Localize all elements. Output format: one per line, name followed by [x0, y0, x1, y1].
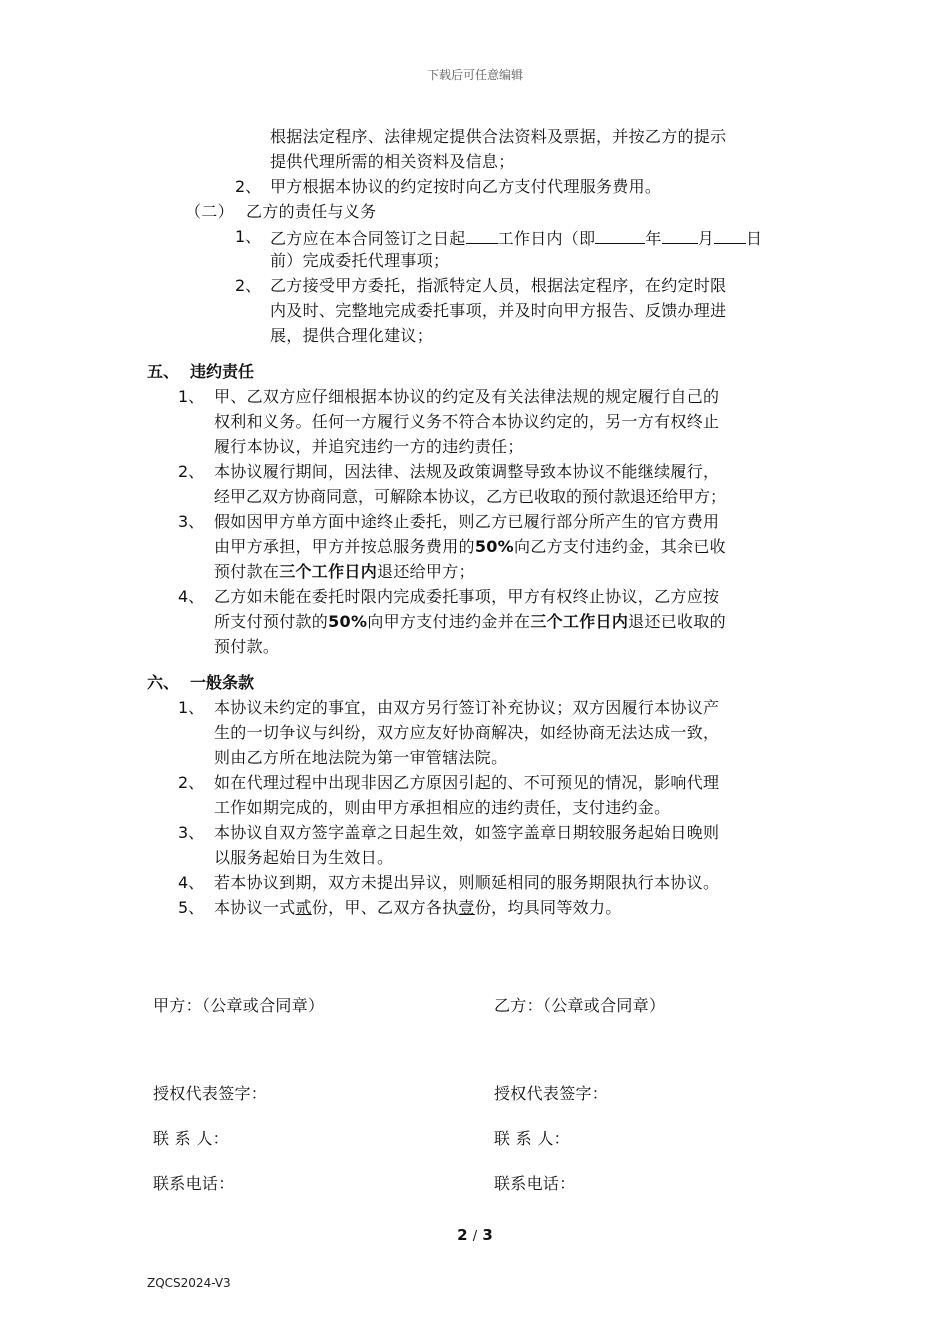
paragraph-line: 经甲乙双方协商同意，可解除本协议，乙方已收取的预付款退还给甲方； [214, 487, 727, 506]
emphasis-text: 50% [328, 612, 368, 631]
paragraph-line [214, 612, 726, 632]
paragraph-line: 则由乙方所在地法院为第一审管辖法院。 [214, 748, 508, 767]
section-number: 五、 [147, 362, 180, 381]
text-run: 年 [645, 229, 662, 248]
text-run: 份，甲、乙双方各执 [311, 898, 459, 917]
underlined-text: 壹 [458, 898, 475, 917]
fill-blank [466, 227, 498, 244]
paragraph-line: 内及时、完整地完成委托事项，并及时向甲方报告、反馈办理进 [270, 301, 727, 320]
text-run: 乙方应在本合同签订之日起 [270, 229, 466, 248]
list-number: 3、 [178, 823, 205, 842]
text-run: 工作日内（即 [497, 229, 596, 248]
text-run: 所支付预付款的 [214, 612, 329, 631]
text-run: 向乙方支付违约金，其余已收 [514, 537, 726, 556]
paragraph-line: 提供代理所需的相关资料及信息； [270, 152, 515, 171]
paragraph-line: 本协议未约定的事宜，由双方另行签订补充协议；双方因履行本协议产 [214, 698, 720, 717]
party-a-seal-label: 甲方：（公章或合同章） [153, 996, 325, 1015]
list-number: 4、 [178, 873, 205, 892]
list-number: 2、 [178, 462, 205, 481]
text-run: 本协议一式 [214, 898, 296, 917]
paragraph-line: 前）完成委托代理事项； [270, 251, 450, 270]
list-number: 1、 [178, 387, 205, 406]
text-run: 由甲方承担，甲方并按总服务费用的 [214, 537, 475, 556]
document-code: ZQCS2024-V3 [147, 1276, 231, 1290]
list-number: 2、 [178, 773, 205, 792]
list-number: 2、 [235, 177, 262, 196]
party-b-phone-label: 联系电话： [494, 1174, 576, 1193]
subsection-title: 乙方的责任与义务 [246, 202, 377, 221]
paragraph-line: 乙方接受甲方委托，指派特定人员，根据法定程序，在约定时限 [270, 276, 727, 295]
fill-blank [714, 227, 746, 244]
paragraph-line: 以服务起始日为生效日。 [214, 848, 394, 867]
paragraph-line: 若本协议到期，双方未提出异议，则顺延相同的服务期限执行本协议。 [214, 873, 720, 892]
text-run: 退还给甲方； [377, 562, 475, 581]
party-b-seal-label: 乙方：（公章或合同章） [494, 996, 666, 1015]
emphasis-text: 三个工作日内 [530, 612, 629, 631]
paragraph-line: 履行本协议，并追究违约一方的违约责任； [214, 437, 524, 456]
text-run: 退还已收取的 [628, 612, 726, 631]
paragraph-line: 乙方如未能在委托时限内完成委托事项，甲方有权终止协议，乙方应按 [214, 587, 720, 606]
section-title: 违约责任 [190, 362, 255, 381]
paragraph-line: 展，提供合理化建议； [270, 326, 434, 345]
paragraph-line: 权利和义务。任何一方履行义务不符合本协议约定的，另一方有权终止 [214, 412, 720, 431]
text-run: 预付款在 [214, 562, 280, 581]
party-a-phone-label: 联系电话： [153, 1174, 235, 1193]
text-run: 日 [746, 229, 763, 248]
subsection-number: （二） [185, 202, 234, 221]
paragraph-line: 根据法定程序、法律规定提供合法资料及票据，并按乙方的提示 [270, 127, 727, 146]
party-a-contact-label: 联 系 人： [153, 1129, 229, 1148]
list-number: 5、 [178, 898, 205, 917]
paragraph-line [270, 227, 762, 249]
text-run: 向甲方支付违约金并在 [367, 612, 531, 631]
paragraph-line: 工作如期完成的，则由甲方承担相应的违约责任，支付违约金。 [214, 798, 671, 817]
page-current: 2 [457, 1226, 468, 1244]
party-b-rep-signature-label: 授权代表签字： [494, 1084, 609, 1103]
text-run: 月 [697, 229, 715, 248]
page-number [0, 1226, 950, 1244]
fill-blank [595, 227, 645, 244]
paragraph-line: 假如因甲方单方面中途终止委托，则乙方已履行部分所产生的官方费用 [214, 512, 720, 531]
paragraph-line: 甲方根据本协议的约定按时向乙方支付代理服务费用。 [270, 177, 662, 196]
paragraph-line [214, 898, 622, 918]
list-number: 1、 [178, 698, 205, 717]
list-number: 4、 [178, 587, 205, 606]
paragraph-line: 本协议履行期间，因法律、法规及政策调整导致本协议不能继续履行， [214, 462, 720, 481]
paragraph-line: 本协议自双方签字盖章之日起生效，如签字盖章日期较服务起始日晚则 [214, 823, 720, 842]
party-b-contact-label: 联 系 人： [494, 1129, 570, 1148]
page-separator: / [472, 1229, 478, 1244]
section-number: 六、 [147, 673, 180, 692]
page-header: 下载后可任意编辑 [426, 68, 523, 82]
emphasis-text: 三个工作日内 [279, 562, 378, 581]
paragraph-line [214, 537, 726, 557]
paragraph-line: 如在代理过程中出现非因乙方原因引起的、不可预见的情况，影响代理 [214, 773, 720, 792]
section-title: 一般条款 [190, 673, 255, 692]
paragraph-line [214, 562, 475, 582]
page-total: 3 [482, 1226, 493, 1244]
text-run: 份，均具同等效力。 [474, 898, 622, 917]
fill-blank [662, 227, 698, 244]
paragraph-line: 预付款。 [214, 637, 280, 656]
paragraph-line: 甲、乙双方应仔细根据本协议的约定及有关法律法规的规定履行自己的 [214, 387, 720, 406]
party-a-rep-signature-label: 授权代表签字： [153, 1084, 268, 1103]
list-number: 2、 [235, 276, 262, 295]
emphasis-text: 50% [474, 537, 515, 556]
list-number: 3、 [178, 512, 205, 531]
underlined-text: 贰 [295, 898, 312, 917]
paragraph-line: 生的一切争议与纠纷，双方应友好协商解决，如经协商无法达成一致， [214, 723, 720, 742]
list-number: 1、 [235, 227, 262, 246]
